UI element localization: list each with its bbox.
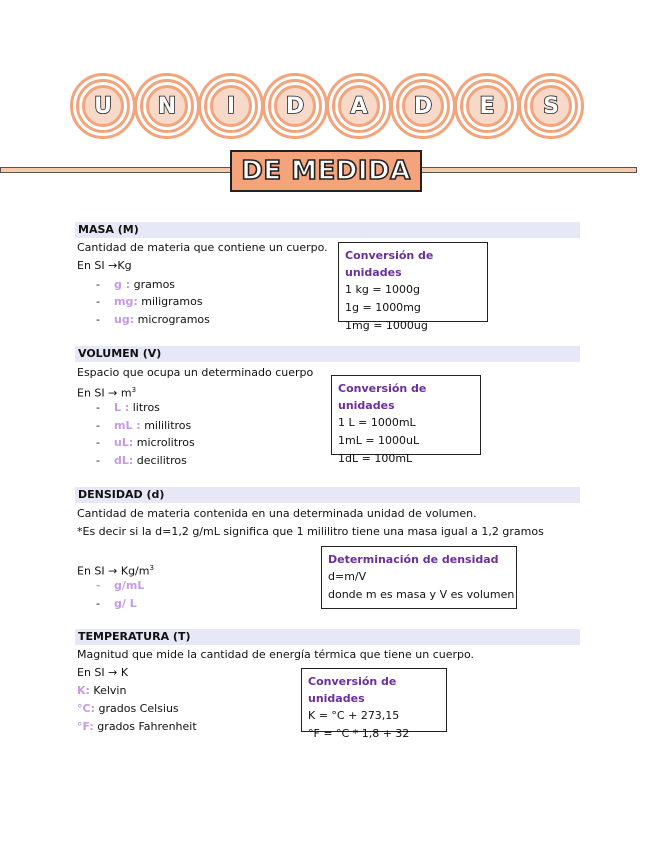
section-heading-volumen: VOLUMEN (V) (75, 346, 580, 362)
list-item: - L : litros (96, 401, 160, 414)
title-letter-n: N (134, 73, 200, 139)
list-item: K: Kelvin (77, 684, 127, 697)
masa-description: Cantidad de materia que contiene un cuerpo. (77, 241, 328, 254)
title-letter-s: S (518, 73, 584, 139)
densidad-note: *Es decir si la d=1,2 g/mL significa que 1 mililitro tiene una masa igual a 1,2 gramos (77, 525, 544, 538)
title-letter-e: E (454, 73, 520, 139)
list-item: - g/mL (96, 579, 145, 592)
subtitle: DE MEDIDA (241, 156, 411, 186)
title-letter-u: U (70, 73, 136, 139)
box-title: Conversión de unidades (338, 382, 427, 412)
box-line: 1dL = 100mL (338, 452, 413, 465)
box-title: Conversión de unidades (345, 249, 434, 279)
temperatura-si-unit: En SI → K (77, 666, 129, 679)
list-item: - uL: microlitros (96, 436, 195, 449)
section-heading-temperatura: TEMPERATURA (T) (75, 629, 580, 645)
subtitle-rule-right (420, 167, 637, 173)
list-item: - mL : mililitros (96, 419, 192, 432)
list-item: °C: grados Celsius (77, 702, 179, 715)
box-line: 1g = 1000mg (345, 301, 421, 314)
list-item: °F: grados Fahrenheit (77, 720, 197, 733)
box-line: °F = °C * 1,8 + 32 (308, 727, 410, 740)
box-line: donde m es masa y V es volumen (328, 588, 515, 601)
densidad-formula-box (321, 546, 517, 609)
volumen-conversion-box (331, 375, 481, 465)
masa-si-unit: En SI →Kg (77, 259, 132, 272)
box-line: d=m/V (328, 570, 367, 583)
box-title: Conversión de unidades (308, 675, 397, 705)
title-letter-d: D (262, 73, 328, 139)
temperatura-conversion-box (301, 668, 447, 740)
list-item: - g : gramos (96, 278, 176, 291)
subtitle-banner (230, 150, 422, 192)
volumen-si-unit: En SI → $m^3$ (77, 386, 137, 400)
box-line: K = °C + 273,15 (308, 709, 400, 722)
box-line: 1mg = 1000ug (345, 319, 428, 332)
box-line: 1 L = 1000mL (338, 416, 416, 429)
temperatura-description: Magnitud que mide la cantidad de energía térmica que tiene un cuerpo. (77, 648, 475, 661)
box-line: 1mL = 1000uL (338, 434, 420, 447)
list-item: - mg: miligramos (96, 295, 203, 308)
list-item: - dL: decilitros (96, 454, 187, 467)
subtitle-rule-left (0, 167, 232, 173)
list-item: - ug: microgramos (96, 313, 210, 326)
box-line: 1 kg = 1000g (345, 283, 421, 296)
densidad-si-unit: En SI → $Kg/m^3$ (77, 564, 154, 578)
volumen-description: Espacio que ocupa un determinado cuerpo (77, 366, 314, 379)
list-item: - g/ L (96, 597, 137, 610)
section-heading-masa: MASA (M) (75, 222, 580, 238)
title-letter-i: I (198, 73, 264, 139)
title-letter-a: A (326, 73, 392, 139)
section-heading-densidad: DENSIDAD (d) (75, 487, 580, 503)
masa-conversion-box (338, 242, 488, 332)
box-title: Determinación de densidad (328, 553, 499, 566)
title-letters (70, 73, 585, 143)
title-letter-d2: D (390, 73, 456, 139)
densidad-description: Cantidad de materia contenida en una determinada unidad de volumen. (77, 507, 477, 520)
